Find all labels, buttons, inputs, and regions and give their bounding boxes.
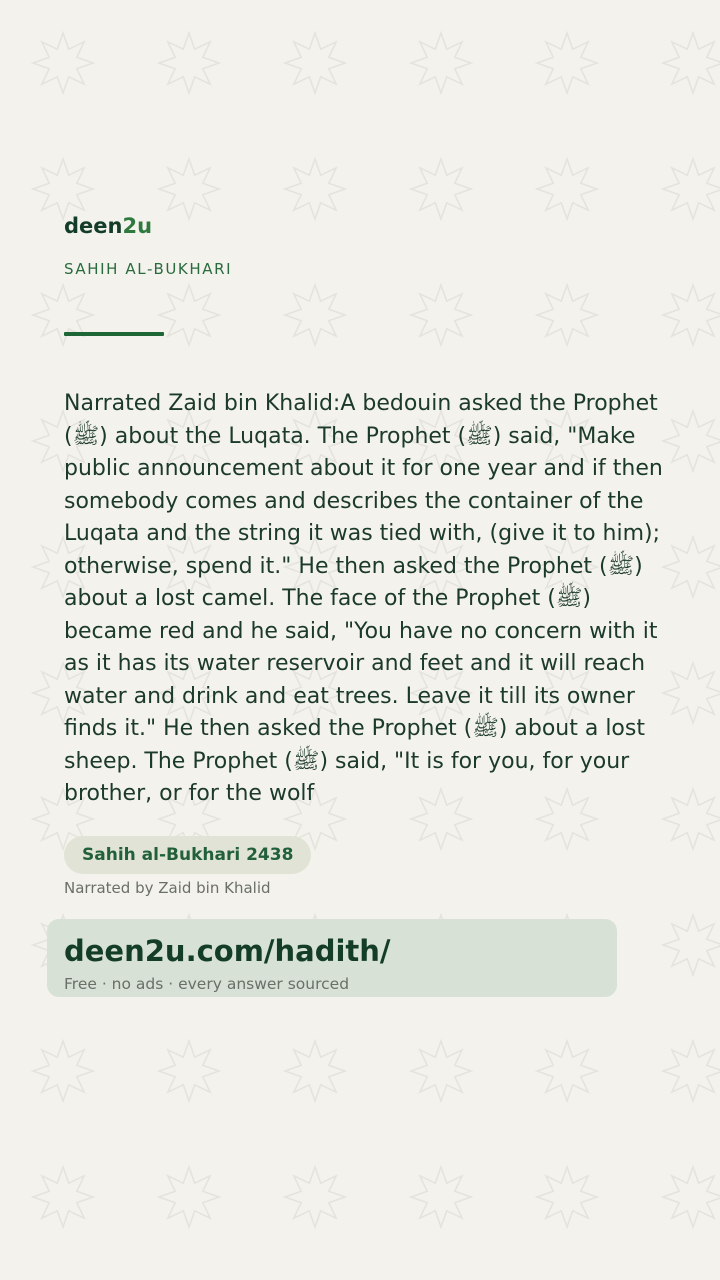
collection-label: SAHIH AL-BUKHARI [64,260,233,278]
reference-badge [64,836,311,874]
brand-logo [64,212,152,240]
website-tagline: Free · no ads · every answer sourced [64,975,350,993]
narrator-line: Narrated by Zaid bin Khalid [64,879,271,897]
reference-label: Sahih al-Bukhari 2438 [82,845,294,865]
divider [64,332,164,336]
website-url[interactable]: deen2u.com/hadith/ [64,934,391,968]
brand-name-part: deen [64,214,123,238]
website-link-card[interactable] [47,919,617,997]
brand-number-part: 2u [122,214,153,238]
hadith-text: Narrated Zaid bin Khalid:A bedouin asked the Prophet (ﷺ) about the Luqata. The Prophet (ﷺ) said, "Make public announcement about it for one year and if then somebody comes and describes the container of the Luqata and the string it was tied with, (give it to him); otherwise, spend it." He then asked the Prophet (ﷺ) about a lost camel. The face of the Prophet (ﷺ) became red and he said, "You have no concern with it as it has its water reservoir and feet and it will reach water and drink and eat trees. Leave it till its owner finds it." He then asked the Prophet (ﷺ) about a lost sheep. The Prophet (ﷺ) said, "It is for you, for your brother, or for the wolf [64,391,663,806]
